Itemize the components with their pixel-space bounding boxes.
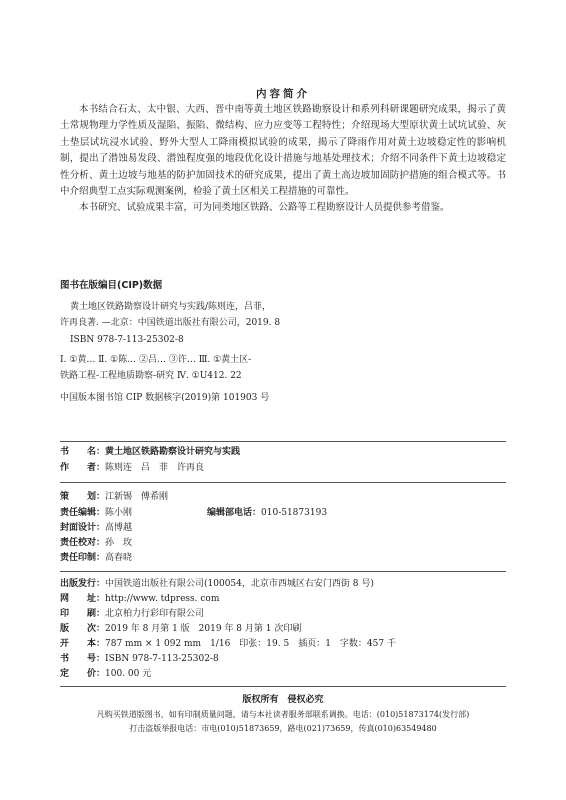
cip-line: 黄土地区铁路勘察设计研究与实践/陈则连，吕菲，	[70, 302, 272, 312]
cip-classification: Ⅰ. ①黄… Ⅱ. ①陈… ②吕… ③许… Ⅲ. ①黄土区-	[60, 355, 252, 365]
author-key: 作 者：	[60, 463, 106, 473]
edition-key: 版 次：	[60, 624, 106, 634]
proof-key: 责任校对：	[60, 538, 106, 548]
editor-row	[60, 507, 132, 520]
intro-paragraph: 本书结合石太、太中银、大西、晋中南等黄土地区铁路勘察设计和系列科研课题研究成果，揭示了黄土常规物理力学性质及湿陷、振陷、微结构、应力应变等工程特性；介绍现场大型原状黄土试坑试验、灰土垫层试坑浸水试验、野外大型人工降雨模拟试验的成果，揭示了降雨作用对黄土边坡稳定性的影响机制，提出了潜蚀易发段、潜蚀程度强的地段优化设计措施与地基处理技术；介绍不同条件下黄土边坡稳定性分析、黄土边坡与地基的防护加固技术的研究成果，提出了黄土高边坡加固防护措施的组合模式等。书中介绍典型工点实际观测案例，检验了黄土区相关工程措施的可靠性。	[60, 104, 506, 198]
publisher-key: 出版发行：	[60, 579, 106, 589]
cip-note: 中国版本图书馆 CIP 数据核字(2019)第 101903 号	[60, 393, 270, 403]
printer-row	[60, 608, 204, 621]
price: 100. 00 元	[105, 669, 152, 679]
proof-row	[60, 537, 132, 550]
editor-key: 责任编辑：	[60, 508, 106, 518]
print: 高春晓	[105, 553, 133, 563]
intro-paragraph: 本书研究、试验成果丰富，可为同类地区铁路、公路等工程勘察设计人员提供参考借鉴。	[79, 202, 450, 214]
planning: 江新锡 傅希刚	[105, 492, 169, 502]
author-row	[60, 462, 204, 475]
intro-title: 内容简介	[256, 88, 310, 100]
rights-title: 版权所有 侵权必究	[242, 695, 324, 705]
divider	[60, 441, 506, 442]
cover-key: 封面设计：	[60, 523, 106, 533]
isbn-row	[60, 653, 219, 666]
proof: 孙 玫	[105, 538, 133, 548]
book-title: 黄土地区铁路勘察设计研究与实践	[105, 447, 241, 457]
piracy-hotline: 打击盗版举报电话：市电(010)51873659，路电(021)73659，传真(010)63549480	[129, 724, 437, 733]
cip-title: 图书在版编目(CIP)数据	[60, 280, 163, 291]
edition-row	[60, 623, 301, 636]
cip-entry	[60, 299, 310, 348]
cip-isbn: ISBN 978-7-113-25302-8	[70, 334, 184, 345]
format: 787 mm × 1 092 mm 1/16 印张：19. 5 插页：1 字数：457 千	[105, 639, 396, 649]
website-row	[60, 593, 219, 606]
printer: 北京柏力行彩印有限公司	[105, 609, 205, 619]
book-title-row	[60, 446, 240, 459]
book-title-key: 书 名：	[60, 447, 106, 457]
edition: 2019 年 8 月第 1 版 2019 年 8 月第 1 次印刷	[105, 624, 302, 634]
website-key: 网 址：	[60, 594, 106, 604]
cip-line: 许再良著. —北京：中国铁道出版社有限公司，2019. 8	[60, 318, 281, 329]
print-row	[60, 552, 132, 565]
format-row	[60, 638, 396, 651]
cip-classification: 铁路工程-工程地质勘察-研究 Ⅳ. ①U412. 22	[60, 371, 242, 381]
format-key: 开 本：	[60, 639, 106, 649]
planning-row	[60, 491, 168, 504]
planning-key: 策 划：	[60, 492, 106, 502]
divider	[60, 686, 506, 687]
price-row	[60, 668, 151, 681]
isbn-key: 书 号：	[60, 654, 106, 664]
publisher: 中国铁道出版社有限公司(100054，北京市西城区右安门西街 8 号)	[105, 579, 374, 589]
authors: 陈则连 吕 菲 许再良	[105, 463, 205, 473]
website: http://www. tdpress. com	[105, 594, 220, 604]
phone-row	[207, 507, 327, 520]
price-key: 定 价：	[60, 669, 106, 679]
intro-body	[60, 102, 506, 217]
divider	[60, 482, 506, 483]
divider	[60, 571, 506, 572]
cover-row	[60, 522, 132, 535]
isbn: ISBN 978-7-113-25302-8	[105, 654, 219, 664]
editor: 陈小刚	[105, 508, 133, 518]
phone-key: 编辑部电话：	[207, 508, 262, 518]
service-note: 凡购买铁道版图书，如有印制质量问题，请与本社读者服务部联系调换。电话：(010)51873174(发行部)	[96, 710, 470, 719]
printer-key: 印 刷：	[60, 609, 106, 619]
publisher-row	[60, 578, 374, 591]
phone: 010-51873193	[261, 508, 328, 518]
print-key: 责任印制：	[60, 553, 106, 563]
cover: 高博越	[105, 523, 133, 533]
